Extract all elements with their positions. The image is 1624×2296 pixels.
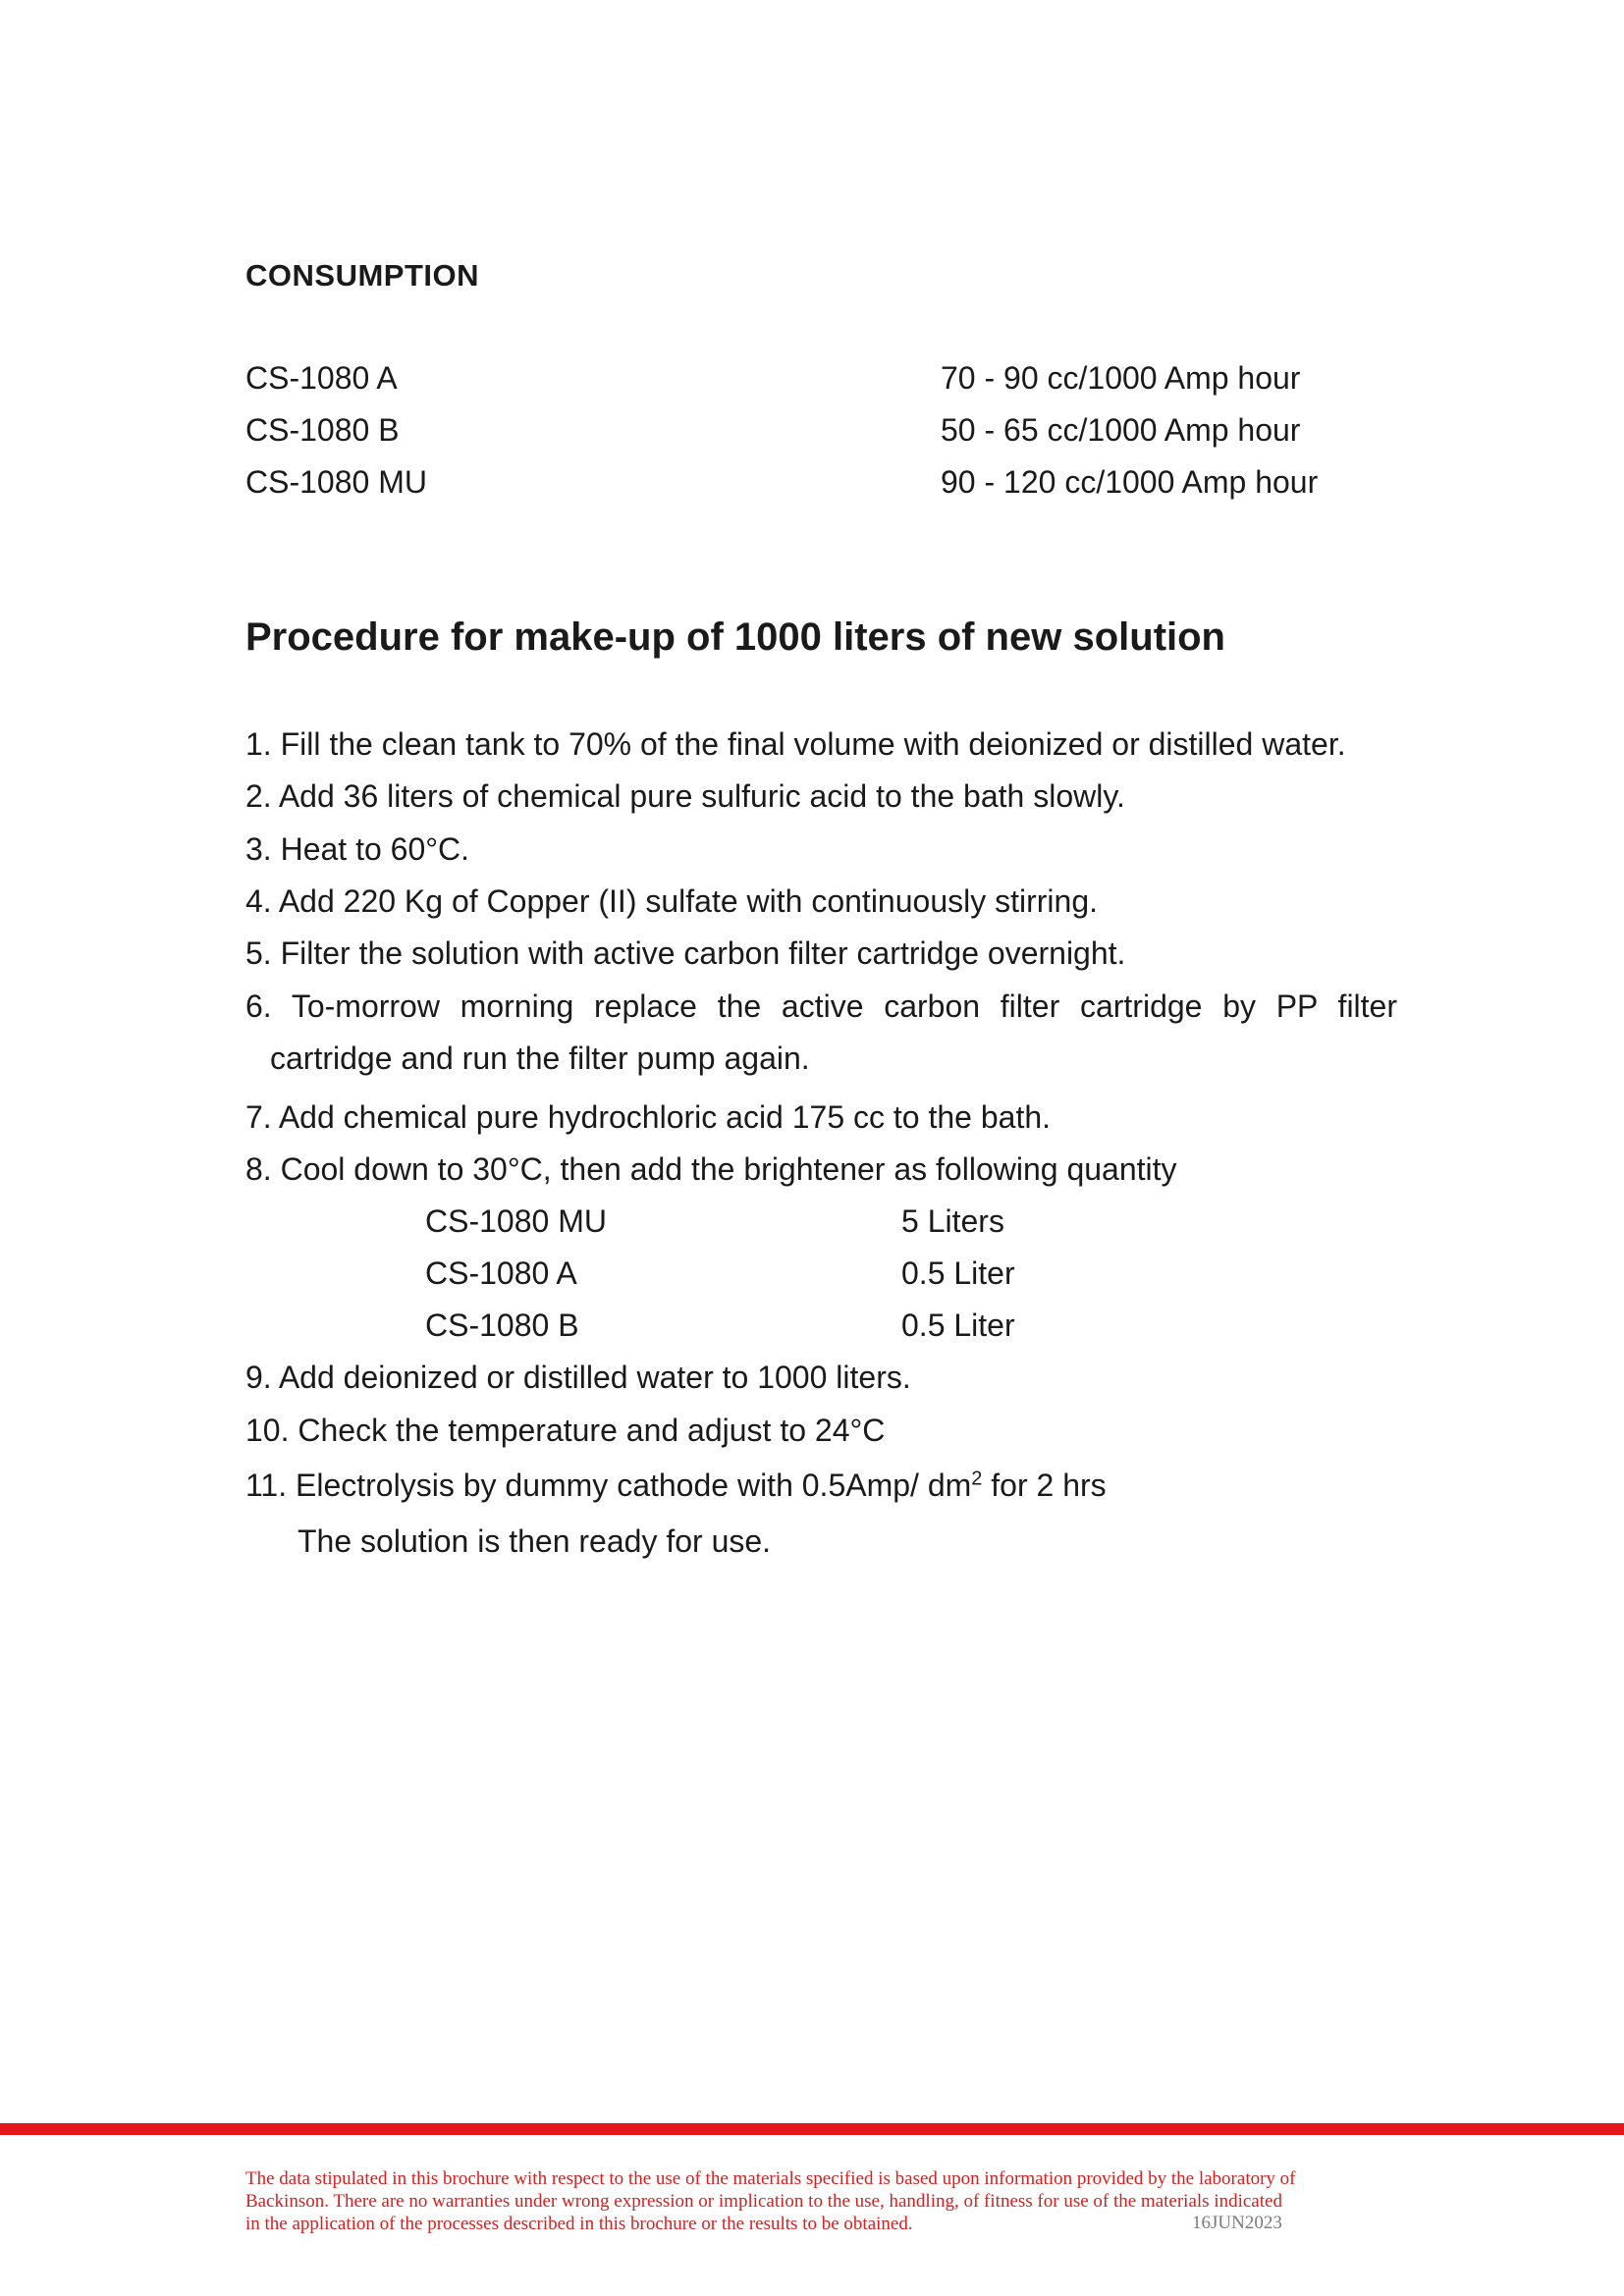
- procedure-step: 9. Add deionized or distilled water to 1000 liters.: [245, 1360, 911, 1395]
- step11-superscript: 2: [971, 1468, 983, 1490]
- brightener-quantity: 5 Liters: [901, 1203, 1004, 1239]
- procedure-step-continuation: cartridge and run the filter pump again.: [270, 1041, 810, 1076]
- consumption-rate: 50 - 65 cc/1000 Amp hour: [941, 412, 1301, 448]
- procedure-step: 3. Heat to 60°C.: [245, 831, 470, 867]
- brightener-product: CS-1080 B: [425, 1308, 579, 1343]
- consumption-heading: CONSUMPTION: [245, 258, 479, 293]
- footer-date: 16JUN2023: [1192, 2213, 1282, 2233]
- procedure-step: 7. Add chemical pure hydrochloric acid 175 cc to the bath.: [245, 1099, 1052, 1135]
- procedure-step: 2. Add 36 liters of chemical pure sulfuric acid to the bath slowly.: [245, 778, 1125, 814]
- step11-suffix: for 2 hrs: [982, 1468, 1107, 1503]
- procedure-step: [245, 1468, 1107, 1504]
- footer-disclaimer-line: in the application of the processes described in this brochure or the results to be obtained.: [245, 2214, 913, 2234]
- procedure-step: 4. Add 220 Kg of Copper (II) sulfate with continuously stirring.: [245, 883, 1099, 919]
- procedure-step: 10. Check the temperature and adjust to 24°C: [245, 1413, 886, 1448]
- consumption-product: CS-1080 A: [245, 360, 398, 396]
- consumption-product: CS-1080 B: [245, 412, 400, 448]
- consumption-rate: 90 - 120 cc/1000 Amp hour: [941, 464, 1319, 500]
- footer-disclaimer-line: The data stipulated in this brochure with respect to the use of the materials specified is based upon information provided by the laboratory of: [245, 2168, 1296, 2189]
- procedure-step: 8. Cool down to 30°C, then add the brightener as following quantity: [245, 1151, 1177, 1187]
- step11-text: 11. Electrolysis by dummy cathode with 0.5Amp/ dm: [245, 1468, 972, 1503]
- procedure-step: 6. To-morrow morning replace the active carbon filter cartridge by PP filter: [245, 988, 1397, 1024]
- footer-disclaimer-line: Backinson. There are no warranties under wrong expression or implication to the use, handling, of fitness for use of the materials indicated: [245, 2191, 1282, 2212]
- procedure-step: 1. Fill the clean tank to 70% of the final volume with deionized or distilled water.: [245, 726, 1346, 762]
- closing-note: The solution is then ready for use.: [298, 1523, 772, 1559]
- consumption-rate: 70 - 90 cc/1000 Amp hour: [941, 360, 1301, 396]
- brightener-quantity: 0.5 Liter: [901, 1255, 1015, 1291]
- procedure-step: 5. Filter the solution with active carbon filter cartridge overnight.: [245, 935, 1126, 971]
- consumption-product: CS-1080 MU: [245, 464, 427, 500]
- brightener-product: CS-1080 A: [425, 1255, 577, 1291]
- brightener-quantity: 0.5 Liter: [901, 1308, 1015, 1343]
- footer-red-rule: [0, 2123, 1624, 2135]
- procedure-heading: Procedure for make-up of 1000 liters of new solution: [245, 615, 1225, 659]
- brightener-product: CS-1080 MU: [425, 1203, 607, 1239]
